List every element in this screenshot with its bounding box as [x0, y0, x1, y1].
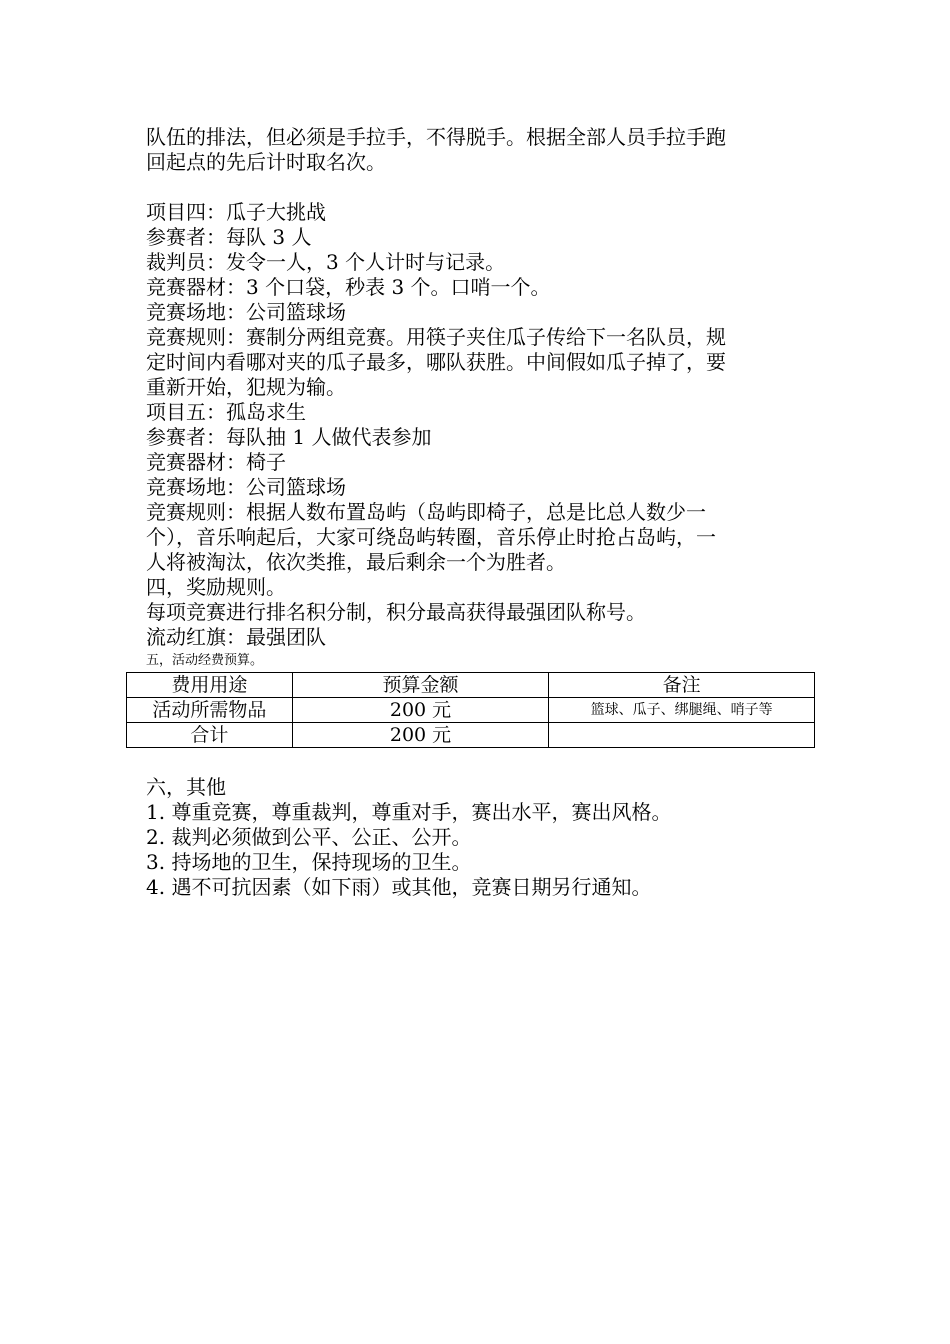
section6-item-1: 1. 尊重竞赛，尊重裁判，尊重对手，赛出水平，赛出风格。 — [146, 800, 672, 824]
project5-rules-line-2: 个），音乐响起后，大家可绕岛屿转圈，音乐停止时抢占岛屿，一 — [146, 525, 716, 549]
table-header-cell: 预算金额 — [292, 673, 548, 698]
table-cell: 活动所需物品 — [127, 698, 293, 723]
paragraph-gap — [146, 175, 818, 200]
section4-title: 四，奖励规则。 — [146, 575, 286, 599]
table-row — [127, 723, 815, 748]
project4-venue: 竞赛场地：公司篮球场 — [146, 300, 346, 324]
section6-item-4: 4. 遇不可抗因素（如下雨）或其他，竞赛日期另行通知。 — [146, 875, 652, 899]
project5-venue: 竞赛场地：公司篮球场 — [146, 475, 346, 499]
section4-line-1: 每项竞赛进行排名积分制，积分最高获得最强团队称号。 — [146, 600, 646, 624]
budget-table — [126, 672, 815, 748]
section6-title: 六，其他 — [146, 775, 226, 799]
project5-rules-line-3: 人将被淘汰，依次类推，最后剩余一个为胜者。 — [146, 550, 566, 574]
table-cell: 200 元 — [292, 698, 548, 723]
intro-line-1: 队伍的排法，但必须是手拉手，不得脱手。根据全部人员手拉手跑 — [146, 125, 726, 149]
project5-title: 项目五：孤岛求生 — [146, 400, 306, 424]
intro-line-2: 回起点的先后计时取名次。 — [146, 150, 386, 174]
project5-rules-line-1: 竞赛规则：根据人数布置岛屿（岛屿即椅子，总是比总人数少一 — [146, 500, 706, 524]
table-header-cell: 备注 — [549, 673, 815, 698]
project4-referees: 裁判员：发令一人，3 个人计时与记录。 — [146, 250, 506, 274]
table-row — [127, 698, 815, 723]
project4-title: 项目四：瓜子大挑战 — [146, 200, 326, 224]
section4-line-2: 流动红旗：最强团队 — [146, 625, 326, 649]
section5-title: 五，活动经费预算。 — [146, 653, 264, 668]
section6 — [146, 775, 818, 900]
project4-rules-line-2: 定时间内看哪对夹的瓜子最多，哪队获胜。中间假如瓜子掉了，要 — [146, 350, 726, 374]
project5-equipment: 竞赛器材：椅子 — [146, 450, 286, 474]
project4-rules-line-1: 竞赛规则：赛制分两组竞赛。用筷子夹住瓜子传给下一名队员，规 — [146, 325, 726, 349]
table-cell — [549, 723, 815, 748]
table-cell: 合计 — [127, 723, 293, 748]
table-header-cell: 费用用途 — [127, 673, 293, 698]
table-cell: 篮球、瓜子、绑腿绳、哨子等 — [549, 698, 815, 723]
section6-item-3: 3. 持场地的卫生，保持现场的卫生。 — [146, 850, 472, 874]
section6-item-2: 2. 裁判必须做到公平、公正、公开。 — [146, 825, 472, 849]
project4-participants: 参赛者：每队 3 人 — [146, 225, 312, 249]
project4-equipment: 竞赛器材：3 个口袋，秒表 3 个。口哨一个。 — [146, 275, 551, 299]
project4-rules-line-3: 重新开始，犯规为输。 — [146, 375, 346, 399]
document-body — [146, 125, 818, 683]
table-header-row — [127, 673, 815, 698]
table-cell: 200 元 — [292, 723, 548, 748]
project5-participants: 参赛者：每队抽 1 人做代表参加 — [146, 425, 432, 449]
